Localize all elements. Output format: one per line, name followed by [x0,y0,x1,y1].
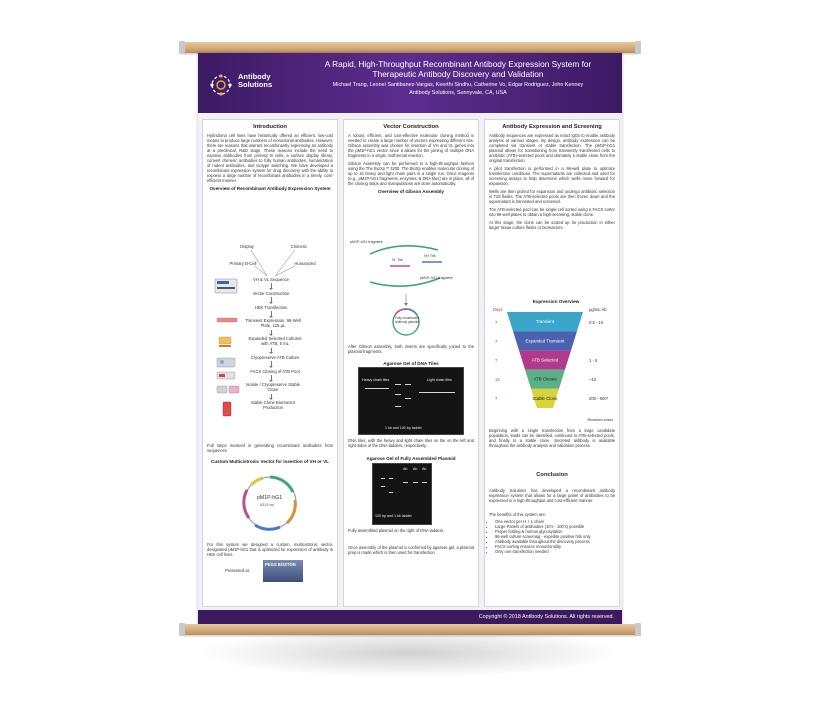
vector-text-3: After Gibson assembly, both inserts are specifically joined to the plasmid fragments. [348,344,474,354]
benefit-item: • Only one transfection needed [495,549,615,554]
flow-humanized: Humanized [294,261,316,266]
funnel-ug-value: 1 - 5 [589,358,598,363]
funnel-ug-label: µg/mL Ab [589,307,607,312]
logo-line-1: Antibody [238,72,271,81]
gel1-light-label: Light chain tiles [427,378,452,382]
vector-text-5: Fully assembled plasmid on the right of DNA ladders. [348,528,445,533]
gibson-fragment-label-1: pM1P-hG1 fragment [350,240,383,244]
flow-transient-expression: Transient Expression, 96-Well Plate, 125 µL [245,318,301,328]
benefits-intro: The benefits of this system are: [489,512,546,517]
gel2-ab-label-2: Ab [413,467,418,471]
gibson-plasmid-label: Fully constructed antibody plasmid [394,316,420,324]
flow-cryopreserve: Cryopreserve ATB Culture [250,355,300,360]
poster-title: A Rapid, High-Throughput Recombinant Antibody Expression System for Therapeutic Antibody Discovery and Validation [324,59,592,79]
benefit-item: • One vector per H + L chain [495,519,615,524]
flow-isolate-clone: Isolate / Cryopreserve Stable Clone [246,382,300,392]
funnel-stage-label: Expanded Transient [525,338,565,344]
benefit-item: • FACS sorting ensures monoclonality [495,544,615,549]
expression-heading: Antibody Expression and Screening [502,124,602,130]
funnel-stage-label: ATB Clones [533,376,557,382]
gel2-ab-label-1: Ab [403,467,408,471]
copyright-text: Copyright © 2018 Antibody Solutions. All rights reserved. [478,614,614,620]
vector-text-1: A robust, efficient, and cost-effective molecular cloning method is needed to create a large number of vectors expressing different Abs. Gibson assembly was chosen for insertion of VH and VL genes into the pM1P-hG1 vector since it allows for the joining of multiple DNA fragments in a single, isothermal reaction. [348,133,474,158]
funnel-day-value: 7 [495,319,498,325]
gibson-heading: Overview of Gibson Assembly [378,189,444,194]
expression-text-3: Wells are then picked for expansion and undergo antibiotic selection in T25 flasks. The ATB-selected pools are then frozen down and the supernatant is harvested and screened. [489,189,615,204]
overview-flowchart [203,244,337,440]
expression-text-6: Beginning with a single transfection from a large candidate population, leads can be identified, continued to ATB-selected pools, and finally to a stable clone. Secreted antibody is available throughout the antibody analysis and validation process. [489,428,615,448]
gel1-heavy-label: Heavy chain tiles [362,378,390,382]
flow-stable-clone: Stable Clone Bioreactor Production [250,400,296,410]
flow-facs-cloning: FACS Cloning of ATB Pool [250,369,300,374]
vector-text-4: DNA tiles, with the heavy and light chain tiles on the on the left and right sides of the DNA ladders, respectively. [348,438,474,448]
gel-assembled-plasmid [372,463,432,525]
poster-shadow [196,628,624,678]
pegs-boston-badge: PEGS BOSTON [263,560,303,582]
column-vector-construction [343,119,479,607]
flow-expanded-cultures: Expanded Selected Cultures with ATB, 5 mL [248,336,302,346]
flow-display: Display [240,244,254,249]
poster-authors: Michael Trang, Leonel Santibanez-Vargas, Keerthi Sindhu, Catherine Vo, Edgar Rodriguez, John Kenney [332,82,584,88]
flow-caption: Full steps involved in generating recombinant antibodies from sequences [207,443,333,453]
gibson-vh-tile: VH Tile [424,254,436,258]
benefit-item: • Antibody available throughout the discovery process [495,539,615,544]
flow-equipment-icons [213,274,245,424]
funnel-ug-value: 200 - 500* [589,396,609,402]
expression-text-4: The ATB-selected pool can be single-cell sorted using a FACS sorter into 96-well plates to obtain a high-secreting, stable clone. [489,207,615,217]
gibson-vl-tile: VL Tile [392,258,403,262]
funnel-stage-label: ATB Selected [531,357,559,363]
funnel-days-label: Days [493,307,503,312]
intro-text: Hybridoma cell lines have historically offered an efficient, low-cost means to produce large numbers of monoclonal antibodies. However, there are reasons that warrant recombinantly expressing an antibody at a preclinical, R&D stage. These reasons include the need to express antibodies from primary B cells, a surface display library, convert chimeric antibodies to fully human antibodies, humanization of rodent antibodies, and isotype switching. We have developed a recombinant expression system for drug discovery with the ability to express a large number of recombinant antibodies in a timely, cost-efficient manner. [207,133,333,183]
vector-text-2: Gibson Assembly can be performed in a high-throughput fashion using the The BioXp™ 3200. The BioXp enables molecular cloning of up to 16 heavy and light chain pairs in a single run. Once reagents (e.g., pM1P-hG1 fragments, enzymes, & DNA tiles) are in place, all of the cloning steps and manipulations are done automatically. [348,161,474,186]
vector-heading: Vector Construction [383,124,439,130]
funnel-day-value: 7 [495,396,498,402]
funnel-stage-label: Stable Clone [532,395,558,401]
logo-line-2: Solutions [238,80,273,89]
funnel-day-value: 7 [495,338,498,344]
bottom-hanger-rod [182,624,638,635]
vector-text-6: Once assembly of the plasmid is confirmed by agarose gel, a plasmid prep is made which is then used for transfection. [348,545,474,555]
top-hanger-rod [182,42,638,53]
benefit-item: • Proper folding & human glycosylation [495,529,615,534]
overview-heading: Overview of Recombinant Antibody Expression System [209,186,331,191]
expression-text-2: A pilot transfection is performed in a 96-well plate to optimize transfection conditions. The supernatants are collected and used for screening assays to help determine which wells move forward for expansion. [489,166,615,186]
gel1-ladder-label: 1 kb and 100 bp ladder [385,426,422,430]
vector-map-text: For this system we designed a custom, multicistronic vector, designated pM1P-hG1 that is optimized for expression of antibody in HEK cell lines. [207,542,333,557]
flow-primary-bcell: Primary B-Cell [229,261,257,266]
expression-text-5: At this stage, the clone can be scaled up for production in either larger tissue culture flasks or bioreactors. [489,220,615,230]
funnel-day-value: 14 [495,377,500,383]
logo-text [238,73,272,89]
gibson-fragment-label-2: pM1P-hG1 fragment [420,276,453,280]
gel1-heading: Agarose Gel of DNA Tiles [383,361,439,366]
gel2-heading: Agarose Gel of Fully Assembled Plasmid [366,456,456,461]
conclusion-heading: Conclusion [536,472,568,478]
funnel-stage-label: Transient [535,319,555,325]
flow-vh-vl-sequence: VH & VL Sequence [253,277,289,282]
plasmid-name: pM1P-hG1 [257,495,283,501]
benefit-item: • 96-well culture screening - expedite positive hits only [495,534,615,539]
funnel-day-value: 7 [495,358,498,363]
funnel-footnote: *Bioreactor culture [587,418,614,422]
poster [198,53,622,624]
poster-header [198,53,622,113]
conclusion-text: Antibody Solutions has developed a recombinant antibody expression system that allows for a large panel of antibodies to be expressed in a high-throughput and cost-efficient manner. [489,488,615,503]
funnel-ug-value: ~10 [589,377,597,383]
vector-map-heading: Custom Multicistronic Vector for insertion of VH or VL [211,459,329,464]
funnel-ug-value: 0.5 - 10 [589,319,604,325]
column-introduction [202,119,338,607]
poster-footer [198,610,622,624]
expression-funnel [505,312,585,412]
column-expression-screening [484,119,620,607]
flow-vector-construction: Vector Construction [252,291,290,296]
expression-text-1: Antibody sequences are expressed as intact IgGs to enable antibody analysis at various stages. By design, antibody expression can be completed via transient or stable transfection. The pM1P-hG1 plasmid allows for transitioning from transiently transfected cells to antibiotic (ATB)-selected pools and ultimately a stable clone from the original transfection. [489,133,615,163]
intro-heading: Introduction [253,124,287,130]
benefits-list [489,519,615,554]
plasmid-size: 6315 bp [260,503,274,507]
poster-affiliation: Antibody Solutions, Sunnyvale, CA, USA [409,90,507,96]
flow-hek-transfection: HEK Transfection [254,305,288,310]
gel2-ab-label-3: Ab [422,467,427,471]
presented-at-label: Presented at: [225,568,250,573]
antibody-solutions-logo-icon [206,70,236,100]
gel2-ladder-label: 100 bp and 1 kb ladder [375,514,412,518]
flow-chimeric: Chimeric [290,244,308,249]
funnel-heading: Expression Overview [532,299,580,304]
gel-dna-tiles [358,367,464,435]
benefit-item: • Large Panels of antibodies (10's - 100's) possible [495,524,615,529]
